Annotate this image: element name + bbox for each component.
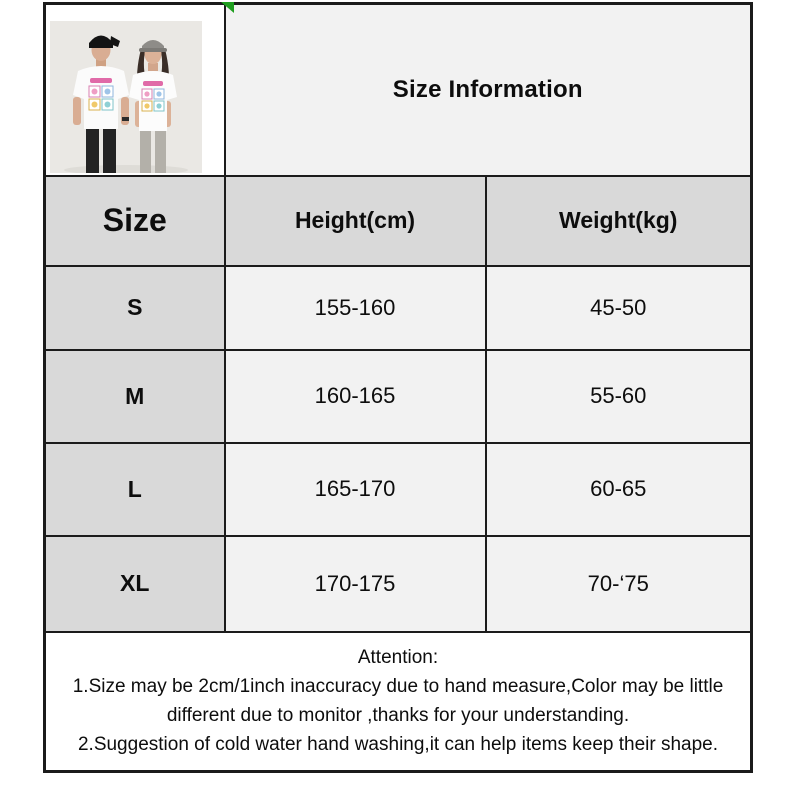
height-value: 165-170: [225, 443, 486, 536]
attention-row: [45, 632, 752, 772]
two-models-photo-illustration: [50, 21, 202, 173]
attention-line: 1.Size may be 2cm/1inch inaccuracy due to hand measure,Color may be little: [72, 676, 724, 698]
green-corner-marker-icon: [221, 2, 234, 13]
weight-value: 45-50: [486, 266, 752, 350]
table-row-xl: [45, 536, 752, 632]
attention-line: 2.Suggestion of cold water hand washing,it can help items keep their shape.: [77, 734, 719, 756]
column-header-size: Size: [45, 176, 225, 266]
attention-note: [45, 632, 752, 772]
height-value: 155-160: [225, 266, 486, 350]
height-value: 160-165: [225, 350, 486, 443]
size-label: XL: [45, 536, 225, 632]
title-row: [45, 4, 752, 176]
table-row-s: [45, 266, 752, 350]
product-photo-cell: [45, 4, 225, 176]
size-chart-table: [43, 2, 753, 773]
table-row-m: [45, 350, 752, 443]
size-label: S: [45, 266, 225, 350]
column-header-height: Height(cm): [225, 176, 486, 266]
size-label: M: [45, 350, 225, 443]
weight-value: 55-60: [486, 350, 752, 443]
table-row-l: [45, 443, 752, 536]
attention-heading: Attention:: [357, 647, 439, 669]
attention-line: different due to monitor ,thanks for your understanding.: [166, 705, 630, 727]
weight-value: 70-‘75: [486, 536, 752, 632]
size-label: L: [45, 443, 225, 536]
product-photo: [50, 21, 202, 173]
column-header-weight: Weight(kg): [486, 176, 752, 266]
weight-value: 60-65: [486, 443, 752, 536]
page-title: Size Information: [225, 4, 752, 176]
height-value: 170-175: [225, 536, 486, 632]
table-header-row: [45, 176, 752, 266]
